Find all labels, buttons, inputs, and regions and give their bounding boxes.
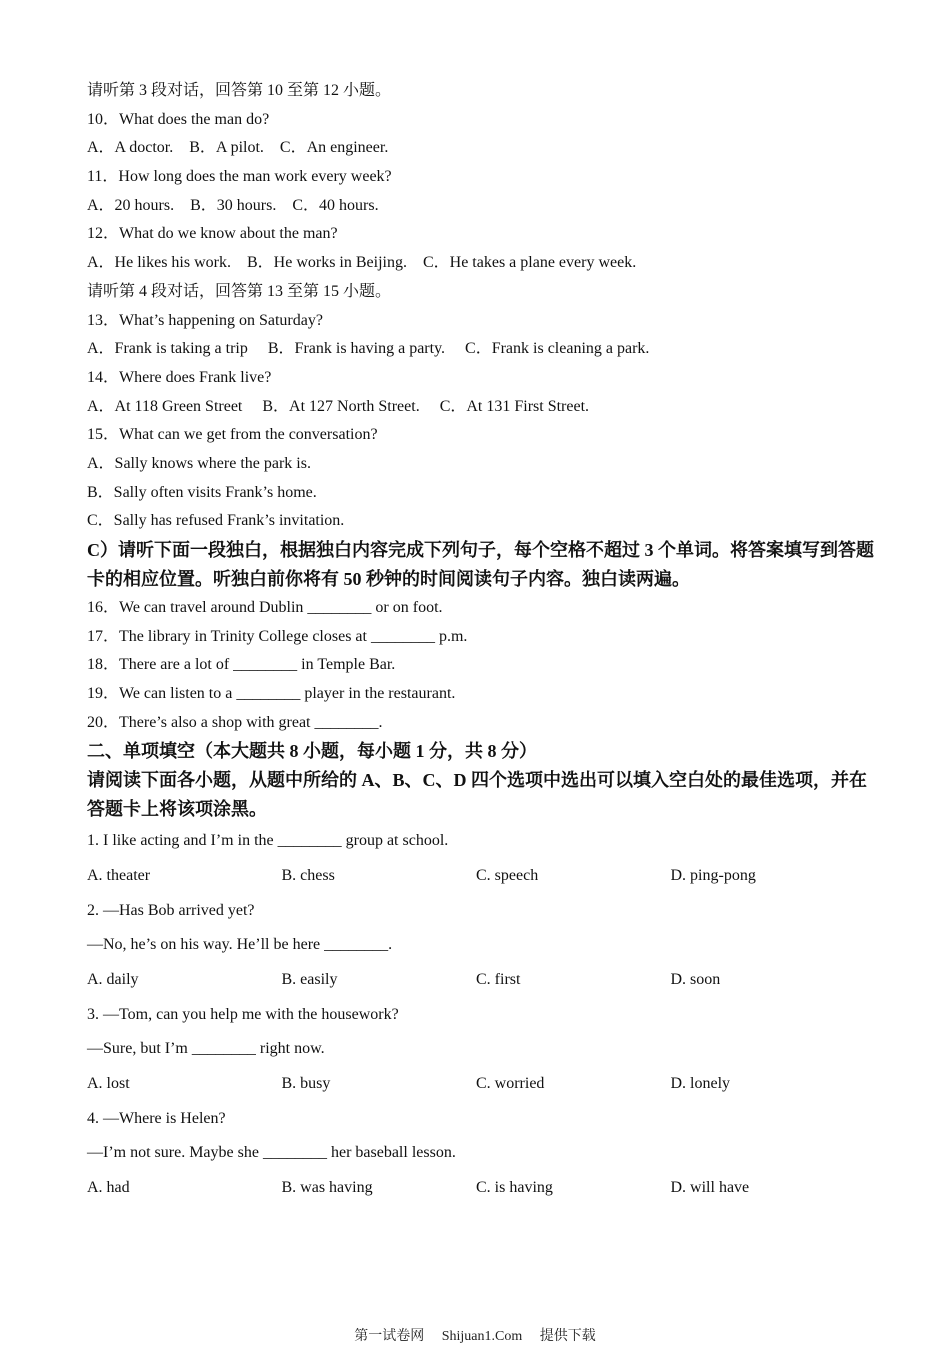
- option-b: B. easily: [281, 970, 338, 988]
- option-d: D. will have: [670, 1179, 750, 1196]
- option-d: D. soon: [670, 970, 721, 988]
- question-10: 10．What does the man do?: [87, 110, 270, 128]
- mc-question-3: 3. —Tom, can you help me with the housework?: [87, 1005, 399, 1023]
- question-10-options: A．A doctor. B．A pilot. C．An engineer.: [87, 139, 389, 157]
- question-13-options: A．Frank is taking a trip B．Frank is having a party. C．Frank is cleaning a park.: [87, 340, 650, 358]
- question-12-options: A．He likes his work. B．He works in Beijing. C．He takes a plane every week.: [87, 254, 637, 272]
- option-c: C. worried: [476, 1074, 545, 1092]
- option-c: C. speech: [476, 866, 539, 884]
- mc-question-3-options: [87, 1067, 877, 1102]
- mc-question-1: 1. I like acting and I’m in the ________ group at school.: [87, 832, 449, 850]
- footer-site-en: Shijuan1.Com: [441, 1329, 523, 1344]
- page-footer: [0, 1325, 950, 1345]
- option-b: B. busy: [281, 1074, 331, 1092]
- question-14-options: A．At 118 Green Street B．At 127 North Street. C．At 131 First Street.: [87, 397, 590, 415]
- mc-question-4-reply: —I’m not sure. Maybe she ________ her baseball lesson.: [87, 1144, 456, 1162]
- mc-question-2-reply: —No, he’s on his way. He’ll be here ________.: [87, 936, 393, 954]
- option-a: A. daily: [87, 970, 139, 988]
- footer-site-cn: 第一试卷网: [354, 1329, 425, 1344]
- section-c-instruction: C）请听下面一段独白，根据独白内容完成下列句子，每个空格不超过 3 个单词。将答案填写到答题卡的相应位置。听独白前你将有 50 秒钟的时间阅读句子内容。独白读两遍。: [87, 540, 874, 589]
- option-d: D. lonely: [670, 1074, 731, 1092]
- question-12: 12．What do we know about the man?: [87, 225, 338, 243]
- part-2-heading: 二、单项填空（本大题共 8 小题，每小题 1 分，共 8 分）: [87, 741, 537, 762]
- section-3-intro: 请听第 3 段对话，回答第 10 至第 12 小题。: [87, 82, 392, 99]
- question-17: 17．The library in Trinity College closes at ________ p.m.: [87, 627, 468, 645]
- question-11: 11．How long does the man work every week?: [87, 168, 392, 186]
- option-a: A. had: [87, 1179, 130, 1196]
- question-19: 19．We can listen to a ________ player in the restaurant.: [87, 685, 456, 703]
- mc-question-2-options: [87, 963, 877, 998]
- part-2-instruction: 请阅读下面各小题，从题中所给的 A、B、C、D 四个选项中选出可以填入空白处的最佳选项，并在答题卡上将该项涂黑。: [87, 770, 867, 820]
- question-20: 20．There’s also a shop with great ________.: [87, 713, 383, 731]
- question-14: 14．Where does Frank live?: [87, 368, 272, 386]
- question-13: 13．What’s happening on Saturday?: [87, 311, 323, 329]
- mc-question-3-reply: —Sure, but I’m ________ right now.: [87, 1040, 325, 1058]
- option-b: B. chess: [281, 866, 335, 884]
- mc-question-4: 4. —Where is Helen?: [87, 1109, 226, 1127]
- question-15-option-a: A．Sally knows where the park is.: [87, 454, 311, 472]
- question-15-option-b: B．Sally often visits Frank’s home.: [87, 483, 317, 501]
- section-4-intro: 请听第 4 段对话，回答第 13 至第 15 小题。: [87, 282, 392, 300]
- mc-question-4-options: [87, 1171, 877, 1206]
- option-c: C. first: [476, 970, 521, 988]
- question-11-options: A．20 hours. B．30 hours. C．40 hours.: [87, 196, 379, 214]
- exam-page: [87, 77, 877, 1206]
- question-18: 18．There are a lot of ________ in Temple Bar.: [87, 656, 396, 674]
- footer-note: 提供下载: [539, 1329, 596, 1344]
- option-a: A. lost: [87, 1074, 130, 1092]
- option-c: C. is having: [476, 1179, 553, 1196]
- option-a: A. theater: [87, 866, 151, 884]
- mc-question-2: 2. —Has Bob arrived yet?: [87, 901, 255, 919]
- option-b: B. was having: [281, 1179, 373, 1196]
- mc-question-1-options: [87, 859, 877, 894]
- question-15-option-c: C．Sally has refused Frank’s invitation.: [87, 512, 345, 530]
- question-16: 16．We can travel around Dublin ________ or on foot.: [87, 599, 443, 616]
- question-15: 15．What can we get from the conversation?: [87, 426, 378, 444]
- option-d: D. ping-pong: [670, 866, 756, 884]
